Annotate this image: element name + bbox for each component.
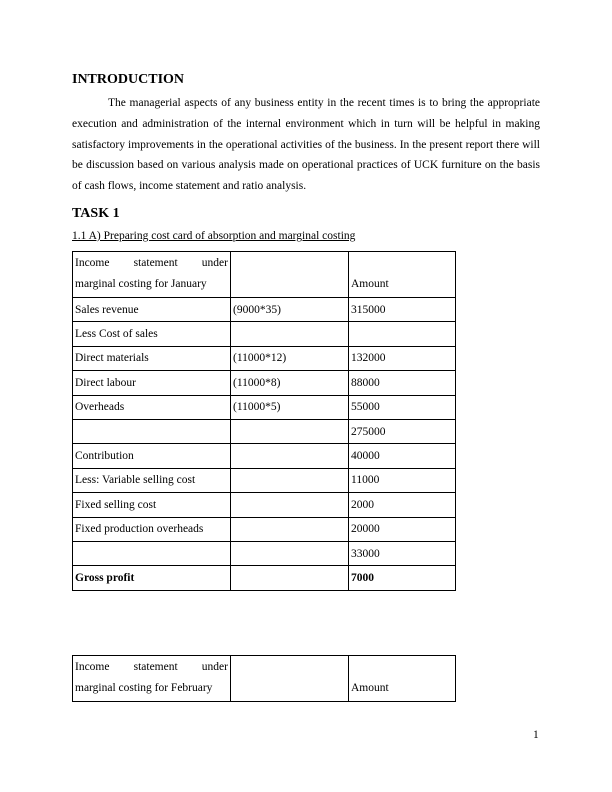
row-amount: 275000 [349,419,456,443]
table-row [73,419,456,443]
income-statement-january-table [72,251,456,591]
table-header-row [73,656,456,702]
table-row [73,493,456,517]
row-calc [231,493,349,517]
table-row [73,517,456,541]
header-calc-cell [231,252,349,298]
table-row [73,322,456,346]
row-amount: 315000 [349,298,456,322]
header-calc-cell [231,656,349,702]
row-label [73,541,231,565]
header-amount-cell: Amount [349,252,456,298]
row-label: Sales revenue [73,298,231,322]
row-calc [231,566,349,590]
row-label: Less: Variable selling cost [73,468,231,492]
table-row [73,395,456,419]
row-calc [231,541,349,565]
row-label: Fixed selling cost [73,493,231,517]
row-label [73,419,231,443]
row-calc [231,444,349,468]
page-number: 1 [533,729,539,741]
row-amount: 132000 [349,346,456,370]
header-title-line1: Income statement under [75,661,228,673]
row-calc [231,468,349,492]
row-label: Fixed production overheads [73,517,231,541]
header-title-line1: Income statement under [75,257,228,269]
row-label: Less Cost of sales [73,322,231,346]
row-label: Contribution [73,444,231,468]
row-amount: 33000 [349,541,456,565]
row-label: Direct materials [73,346,231,370]
heading-task-1: TASK 1 [72,206,120,221]
row-amount: 55000 [349,395,456,419]
table-header-row [73,252,456,298]
header-title-line2: marginal costing for February [75,681,213,694]
row-amount: 88000 [349,371,456,395]
row-amount: 40000 [349,444,456,468]
header-title-cell [73,656,231,702]
heading-introduction: INTRODUCTION [72,72,185,87]
row-calc [231,419,349,443]
income-statement-february-table [72,655,456,702]
table-row [73,371,456,395]
row-amount: 7000 [349,566,456,590]
header-title-cell [73,252,231,298]
row-amount [349,322,456,346]
table-row [73,346,456,370]
row-calc: (11000*8) [231,371,349,395]
row-label: Overheads [73,395,231,419]
row-label: Gross profit [73,566,231,590]
header-title-line2: marginal costing for January [75,277,207,290]
row-calc [231,322,349,346]
row-label: Direct labour [73,371,231,395]
intro-paragraph: The managerial aspects of any business entity in the recent times is to bring the appropriate execution and administration of the internal environment which in turn will be helpful in making satisfactory improvements in the operational activities of the business. In the present report there will be discussion based on various analysis made on operational practices of UCK furniture on the basis of cash flows, income statement and ratio analysis. [72,97,540,193]
table-row [73,298,456,322]
row-amount: 11000 [349,468,456,492]
row-calc: (9000*35) [231,298,349,322]
subheading-cost-card: 1.1 A) Preparing cost card of absorption and marginal costing [72,230,356,242]
table-row [73,541,456,565]
row-calc: (11000*12) [231,346,349,370]
row-calc: (11000*5) [231,395,349,419]
row-amount: 2000 [349,493,456,517]
table-row-gross-profit [73,566,456,590]
row-calc [231,517,349,541]
table-row [73,444,456,468]
header-amount-cell: Amount [349,656,456,702]
row-amount: 20000 [349,517,456,541]
table-row [73,468,456,492]
